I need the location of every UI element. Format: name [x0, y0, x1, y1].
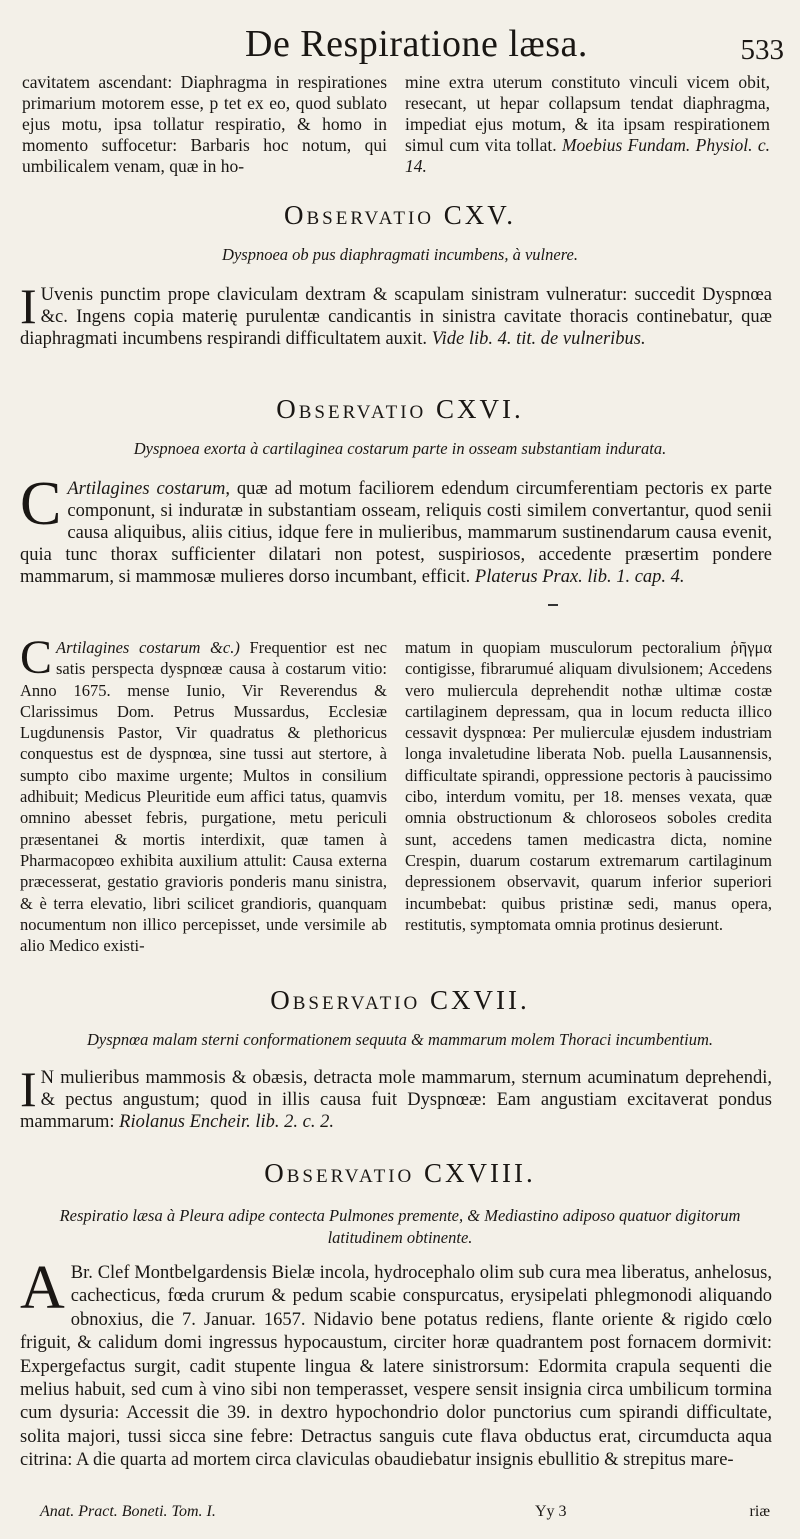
continued-text-left [22, 72, 387, 177]
catchword: riæ [749, 1503, 770, 1520]
observation-117-subtitle: Dyspnœa malam sterni conformationem sequuta & mammarum molem Thoraci incumbentium. [86, 1030, 714, 1049]
observation-116-citation: Platerus Prax. lib. 1. cap. 4. [474, 567, 685, 587]
commentary-lead: Artilagines costarum &c.) [56, 638, 240, 657]
continued-text-columns [22, 72, 770, 177]
dropcap: C [20, 470, 62, 538]
observation-116-subtitle: Dyspnoea exorta à cartilaginea costarum parte in osseam substantiam indurata. [133, 439, 667, 458]
signature-mark: Yy 3 [535, 1503, 567, 1520]
observation-117-citation: Riolanus Encheir. lib. 2. c. 2. [119, 1112, 334, 1132]
continued-text-right-body: mine extra uterum constituto vinculi vicem obit, resecant, ut hepar collapsum tendat diaphragma, impediat ejus motum, & ita ipsam respirationem simul cum vita tollat. [405, 72, 770, 155]
commentary-columns [20, 631, 772, 956]
commentary-right [405, 637, 772, 956]
section-divider [548, 604, 558, 606]
observation-116-body: , quæ ad motum faciliorem edendum circumferentiam pectoris ex parte componunt, si induratæ in substantiam osseam, reliquis costi similem convertantur, quod senii causa aliquibus, aliis citius, idque fere in mulieribus, mammarum sustinendarum causa evenit, quia tunc thorax sufficienter dilatari non potest, suspiriosos, accedente præsertim pondere mammarum, si mammosæ mulieres dorso incumbant, efficit. [20, 479, 772, 587]
dropcap: A [20, 1254, 65, 1322]
commentary-left [20, 631, 388, 956]
dropcap: I [20, 1061, 37, 1117]
observation-116-heading: Observatio CXVI. [276, 394, 524, 424]
dropcap: C [20, 631, 53, 684]
continued-text-citation: Moebius Fundam. Physiol. c. 14. [405, 135, 770, 176]
observation-117-heading: Observatio CXVII. [270, 985, 530, 1015]
page-footer [40, 1503, 770, 1521]
observation-118-body: Br. Clef Montbelgardensis Bielæ incola, hydrocephalo olim sub cura mea liberatus, anhelosus, cachecticus, fœda crurum & pedum scabie conspurcatus, erysipelati phlegmonodi aliquando obnoxius, die 7. Januar. 1657. Nidavio bene potatus rediens, flante oriente & rigido cœlo friguit, & calidum domi ingressus hypocaustum, circiter horæ quadrantem post fornacem dormivit: Expergefactus surgit, cadit stupente lingua & latere sinistrorsum: Edormita crapula sequenti die melius habuit, sed cum à vino sibi non temperasset, vespere sensit insignia circa umbilicum tormina cum dysuria: Accessit die 39. in dextro hypochondrio dolor punctorius cum spirandi difficultate, solita majori, tussi sicca sine febre: Detractus sanguis cute flava obductus erat, circumducta aqua citrina: A die quarta ad mortem circa claviculas obaudiebatur insignis ebullitio & strepitus mare- [20, 1263, 772, 1471]
observation-115-body: Uvenis punctim prope claviculam dextram & scapulam sinistram vulneratur: succedit Dyspnœa &c. Ingens copia materię purulentæ candicantis in sinistra cavitate thoracis continebatur, quæ diaphragmati incumbens respirandi difficultatem auxit. [20, 285, 772, 349]
continued-text-left-body: cavitatem ascendant: Diaphragma in respirationes primarium motorem esse, p tet ex eo, quod sublato ejus motu, ipsa tollatur respiratio, & homo in momento suffocetur: Barbaris hoc notum, qui umbilicalem venam, quæ in ho- [22, 72, 387, 176]
observation-116-lead: Artilagines costarum [67, 479, 226, 499]
continued-text-right [405, 72, 770, 177]
running-title: De Respiratione læsa. [245, 23, 588, 65]
observation-118-text [20, 1254, 772, 1473]
running-head [0, 14, 800, 74]
observation-118-heading: Observatio CXVIII. [264, 1158, 536, 1188]
observation-116-text [20, 470, 772, 588]
page-number: 533 [740, 34, 784, 66]
observation-118-subtitle: Respiratio læsa à Pleura adipe contecta Pulmones premente, & Mediastino adiposo quatuor digitorum latitudinem obtinente. [59, 1206, 741, 1247]
observation-117-body: N mulieribus mammosis & obæsis, detracta mole mammarum, sternum acuminatum deprehendi, & pectus angustum; quod in illis causa fuit Dyspnœæ: Eam angustiam excitaverat pondus mammarum: [20, 1068, 772, 1132]
dropcap: I [20, 278, 37, 334]
observation-115-text [20, 278, 772, 350]
footer-source: Anat. Pract. Boneti. Tom. I. [40, 1503, 216, 1520]
commentary-left-body: Frequentior est nec satis perspecta dyspnœæ causa à costarum vitio: Anno 1675. mense Iunio, Vir Reverendus & Clarissimus Dom. Petrus Mussardus, Ecclesiæ Lugdunensis Pastor, Vir quadratus & plethoricus conquestus est de dyspnœa, sine tussi aut stertore, à sumpto cibo maxime urgente; Multos in consilium adhibuit; Medicus Pleuritide eum affici tatus, quamvis omnino abesset febris, purgatione, metu periculi præsentanei & mortis interdixit, quæ tamen à Pharmacopœo exhibita auxilium attulit: Causa externa præcesserat, gestatio gravioris ponderis manu sinistra, & è terra elevatio, libri scilicet grandioris, quanquam nocumentum non illico percepisset, unde versimile ab alio Medico existi- [20, 638, 388, 956]
observation-115-citation: Vide lib. 4. tit. de vulneribus. [431, 329, 646, 349]
observation-117-text [20, 1061, 772, 1133]
commentary-right-body: matum in quopiam musculorum pectoralium ῥῆγμα contigisse, fibrarumué aliquam divulsionem; Accedens vero muliercula deprehendit nothæ ultimæ costæ cartilaginem depressam, qua in locum reducta illico cessavit dyspnœa: Per mulierculæ ejusdem industriam longa invaletudine liberata Nob. puella Lausannensis, difficultate spirandi, oppressione pectoris à paucissimo cibo, interdum vomitu, per 18. menses vexata, quæ omnia obstructionum & chloroseos soboles credita sunt, accedens tamen medicastra dicta, nomine Crespin, duarum costarum extremarum cartilaginum depressionem observavit, quarum inferior superiori incumbebat: quibus pristinæ sedi, manus opera, restitutis, symptomata omnia protinus desierunt. [405, 638, 772, 934]
observation-115-subtitle: Dyspnoea ob pus diaphragmati incumbens, à vulnere. [222, 245, 578, 264]
observation-115-heading: Observatio CXV. [283, 200, 517, 230]
